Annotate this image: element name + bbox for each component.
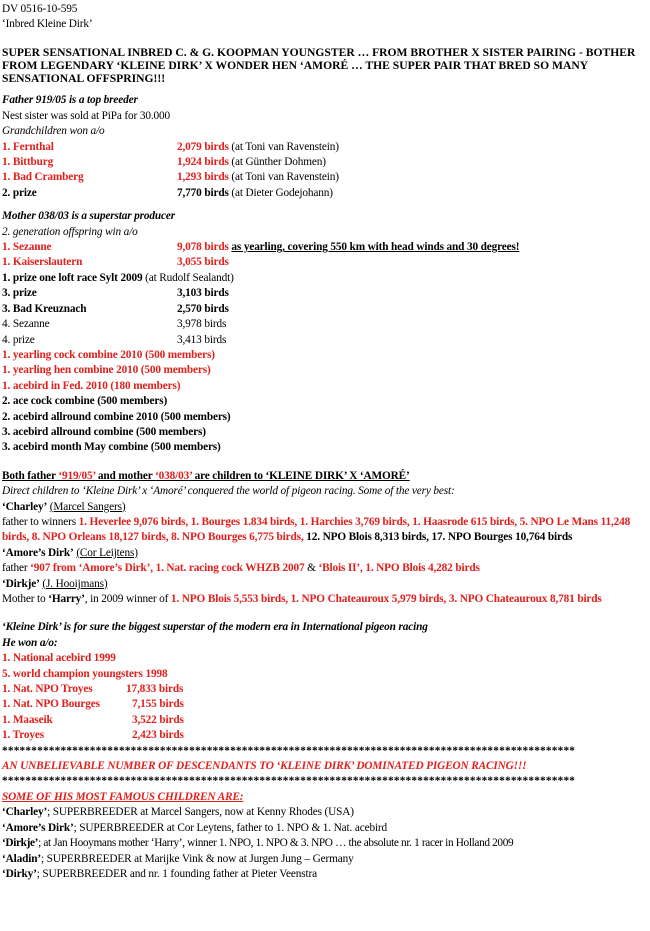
father-results-table (2, 140, 339, 202)
table-row (2, 333, 229, 348)
result-place: 1. Fernthal (2, 140, 54, 153)
combine-title: 1. acebird in Fed. 2010 (180 members) (2, 379, 181, 392)
result-birds: 3,522 birds (132, 713, 184, 726)
direct-children-intro: Direct children to ‘Kleine Dirk’ x ‘Amoré’ conquered the world of pigeon racing. Some of the very best: (2, 485, 455, 498)
results-red: 1. NPO Blois 5,553 birds, 1. NPO Chateauroux 5,979 birds, 3. NPO Chateauroux 8,781 birds (170, 593, 602, 606)
mother-title: Mother 038/03 is a superstar producer (2, 210, 176, 223)
result-birds: 2,079 birds (177, 140, 229, 153)
result-place: 1. Bittburg (2, 156, 54, 169)
child-name: ‘Charley’ (2, 500, 48, 513)
table-row (2, 155, 339, 170)
table-row (2, 302, 229, 317)
result-detail (177, 140, 339, 155)
result-place: 1. Nat. NPO Bourges (2, 698, 100, 711)
table-row (2, 140, 339, 155)
child-charley-results (2, 515, 646, 546)
result-place: 3. prize (2, 287, 37, 300)
divider-stars: ************************************************************************************************** (2, 775, 576, 788)
famous-child (2, 805, 650, 820)
result-place: 1. Maaseik (2, 713, 53, 726)
result-birds: 9,078 birds (177, 241, 229, 254)
spacer (2, 607, 650, 620)
result-place: 2. prize (2, 186, 37, 199)
child-owner: (Cor Leijtens) (76, 546, 138, 559)
results-prefix: Mother to (2, 593, 49, 606)
kleine-dirk-title: 1. National acebird 1999 (2, 652, 116, 665)
table-row (2, 255, 519, 270)
child-dirkje-results (2, 592, 646, 607)
heading-part: and mother (95, 469, 156, 482)
child-name: ‘Amore’s Dirk’ (2, 821, 74, 834)
famous-child (2, 821, 650, 836)
result-extra: (at Dieter Godejohann) (231, 186, 333, 199)
table-row (2, 697, 184, 712)
famous-child (2, 852, 650, 867)
heading-part: are children to ‘KLEINE DIRK’ X ‘AMORÉ’ (191, 469, 410, 482)
child-name: ‘Charley’ (2, 806, 48, 819)
results-join: & (304, 562, 319, 575)
result-detail (177, 240, 519, 255)
results-red: ‘907 from ‘Amore’s Dirk’, 1. Nat. racing cock WHZB 2007 (30, 562, 305, 575)
spacer (2, 456, 650, 469)
famous-children-title: SOME OF HIS MOST FAMOUS CHILDREN ARE: (2, 790, 244, 803)
result-place: 1. Nat. NPO Troyes (2, 683, 93, 696)
table-row (2, 713, 184, 728)
result-extra: as yearling, covering 550 km with head winds and 30 degrees! (231, 241, 520, 254)
result-birds: 2,423 birds (132, 729, 184, 742)
child-charley-heading (2, 500, 650, 515)
one-loft-result (2, 271, 650, 286)
parents-heading (2, 469, 650, 484)
ring-number: DV 0516-10-595 (2, 3, 78, 15)
child-text: ; SUPERBREEDER and nr. 1 founding father at Pieter Veenstra (36, 867, 317, 880)
result-birds: 3,978 birds (177, 318, 227, 331)
result-place: 3. Bad Kreuznach (2, 302, 87, 315)
child-owner: (J. Hooijmans) (42, 577, 108, 590)
mother-results-table-2 (2, 286, 229, 348)
result-detail (177, 186, 339, 201)
child-name: ‘Dirky’ (2, 867, 37, 880)
spacer (2, 85, 650, 93)
combine-title: 3. acebird month May combine (500 members) (2, 441, 221, 454)
results-red: ‘Blois II’, 1. NPO Blois 4,282 birds (318, 562, 480, 575)
grandchild-name: ‘Harry’ (48, 593, 85, 606)
result-place: 1. Kaiserslautern (2, 256, 83, 269)
table-row (2, 286, 229, 301)
results-prefix: father to winners (2, 515, 79, 528)
father-note: Nest sister was sold at PiPa for 30.000 (2, 109, 170, 122)
kleine-dirk-intro: ‘Kleine Dirk’ is for sure the biggest superstar of the modern era in International pigeon racing (2, 621, 428, 634)
result-extra: (at Toni van Ravenstein) (231, 171, 339, 184)
kleine-dirk-won: He won a/o: (2, 636, 58, 649)
child-name: ‘Dirkje’ (2, 577, 40, 590)
child-amores-results (2, 561, 650, 576)
result-extra: (at Günther Dohmen) (231, 156, 326, 169)
child-name: ‘Dirkje’ (2, 837, 39, 850)
divider-stars: ************************************************************************************************** (2, 744, 576, 757)
mother-results-table (2, 240, 519, 271)
table-row (2, 317, 229, 332)
famous-child (2, 836, 650, 851)
father-subtitle: Grandchildren won a/o (2, 125, 105, 138)
table-row (2, 682, 184, 697)
father-title: Father 919/05 is a top breeder (2, 94, 138, 107)
result-place: 4. prize (2, 333, 35, 346)
result-birds: 3,103 birds (177, 287, 229, 300)
result-text: 1. prize one loft race Sylt 2009 (2, 271, 143, 284)
result-extra: (at Rudolf Sealandt) (145, 271, 234, 284)
result-detail (177, 170, 339, 185)
combine-title: 3. acebird allround combine (500 members) (2, 425, 206, 438)
result-birds: 3,055 birds (177, 256, 229, 269)
result-place: 1. Bad Cramberg (2, 171, 84, 184)
results-prefix: father (2, 562, 31, 575)
kleine-dirk-results-table (2, 682, 184, 744)
results-red: 1. Heverlee 9,076 birds, 1. Bourges 1.834 birds, 1. Harchies 3,769 birds, 1. Haasrode 615 birds, 5. NPO Le Mans 11,248 birds, 8. NPO Orleans 18,127 birds, 8. NPO Bourges 6,775 birds, (2, 515, 631, 544)
result-birds: 3,413 birds (177, 333, 227, 346)
headline: SUPER SENSATIONAL INBRED C. & G. KOOPMAN YOUNGSTER … FROM BROTHER X SISTER PAIRING - BOTHER FROM LEGENDARY ‘KLEINE DIRK’ X WONDER HEN ‘AMORÉ … THE SUPER PAIR THAT BRED SO MANY SENSATIONAL OFFSPRING!!! (2, 45, 636, 86)
child-name: ‘Amore’s Dirk’ (2, 546, 74, 559)
kleine-dirk-title: 5. world champion youngsters 1998 (2, 667, 168, 680)
results-black: 12. NPO Blois 8,313 birds, 17. NPO Bourges 10,764 birds (306, 531, 573, 544)
result-birds: 7,770 birds (177, 186, 229, 199)
result-place: 4. Sezanne (2, 318, 50, 331)
result-birds: 2,570 birds (177, 302, 229, 315)
result-place: 1. Sezanne (2, 241, 52, 254)
result-birds: 7,155 birds (132, 698, 184, 711)
father-ring: ‘919/05’ (58, 469, 96, 482)
child-dirkje-heading (2, 577, 650, 592)
table-row (2, 186, 339, 201)
child-owner: (Marcel Sangers) (49, 500, 126, 513)
child-text: ; SUPERBREEDER at Marijke Vink & now at Jurgen Jung – Germany (40, 852, 354, 865)
table-row (2, 728, 184, 743)
child-text: ; at Jan Hooymans mother ‘Harry’, winner 1. NPO, 1. NPO & 3. NPO … the absolute nr. 1 racer in Holland 2009 (38, 837, 514, 850)
famous-child (2, 867, 650, 882)
child-text: ; SUPERBREEDER at Cor Leytens, father to 1. NPO & 1. Nat. acebird (73, 821, 388, 834)
result-birds: 17,833 birds (126, 683, 184, 696)
result-detail (177, 155, 339, 170)
child-text: ; SUPERBREEDER at Marcel Sangers, now at Kenny Rhodes (USA) (47, 806, 354, 819)
result-birds: 1,924 birds (177, 156, 229, 169)
pigeon-name: ‘Inbred Kleine Dirk’ (2, 18, 93, 31)
spacer (2, 201, 650, 209)
child-amores-heading (2, 546, 650, 561)
results-join: , in 2009 winner of (84, 593, 171, 606)
table-row (2, 240, 519, 255)
result-place: 1. Troyes (2, 729, 44, 742)
result-extra: (at Toni van Ravenstein) (231, 140, 339, 153)
result-birds: 1,293 birds (177, 171, 229, 184)
child-name: ‘Aladin’ (2, 852, 41, 865)
table-row (2, 170, 339, 185)
combine-title: 2. ace cock combine (500 members) (2, 395, 168, 408)
mother-subtitle: 2. generation offspring win a/o (2, 225, 138, 238)
combine-title: 1. yearling hen combine 2010 (500 members) (2, 364, 211, 377)
mother-ring: ‘038/03’ (155, 469, 192, 482)
banner: AN UNBELIEVABLE NUMBER OF DESCENDANTS TO ‘KLEINE DIRK’ DOMINATED PIGEON RACING!!! (2, 760, 527, 773)
spacer (2, 33, 650, 46)
heading-part: Both father (2, 469, 59, 482)
combine-title: 1. yearling cock combine 2010 (500 members) (2, 348, 215, 361)
combine-title: 2. acebird allround combine 2010 (500 members) (2, 410, 231, 423)
